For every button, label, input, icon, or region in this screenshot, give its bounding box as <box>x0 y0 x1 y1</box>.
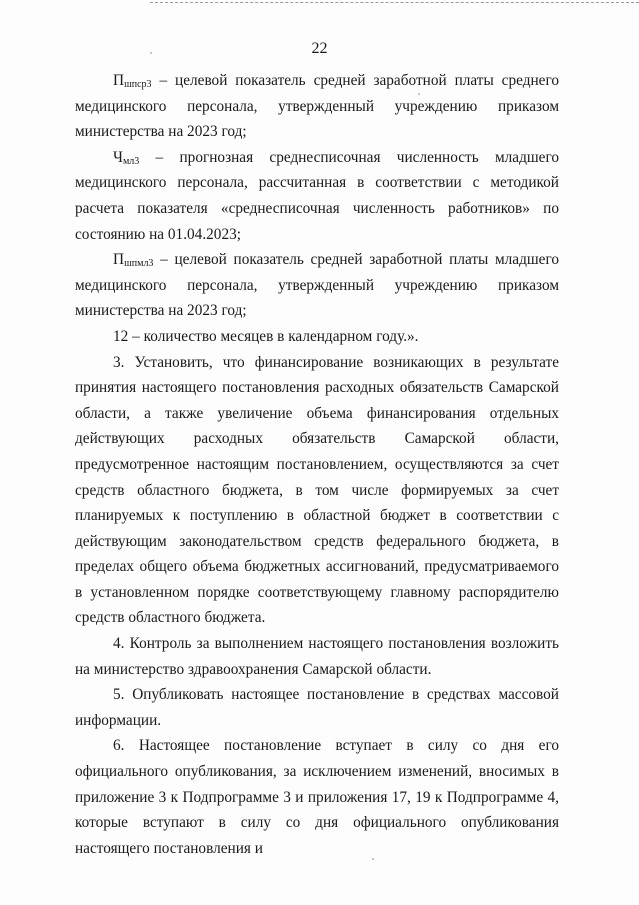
symbol-letter: П <box>113 251 125 269</box>
formula-symbol <box>113 149 139 166</box>
symbol-subscript: мл3 <box>122 155 140 167</box>
definition-text: – целевой показатель средней заработной платы среднего медицинского персонала, утвержденный учреждению приказом министерства на 2023 год; <box>75 72 559 141</box>
clause-3-paragraph: 3. Установить, что финансирование возникающих в результате принятия настоящего постановления расходных обязательств Самарской области, а также увеличение объема финансирования отдельных действующих расходных обязательств Самарской области, предусмотренное настоящим постановлением, осуществляются за счет средств областного бюджета, в том числе формируемых за счет планируемых к поступлению в областной бюджет в соответствии с действующим законодательством средств федерального бюджета, в пределах общего объема бюджетных ассигнований, предусматриваемого в установленном порядке соответствующему главному распорядителю средств областного бюджета. <box>75 353 559 627</box>
definition-text: – целевой показатель средней заработной платы младшего медицинского персонала, утвержденный учреждению приказом министерства на 2023 год; <box>75 251 559 320</box>
scan-edge-line <box>150 2 639 3</box>
formula-symbol <box>113 72 152 89</box>
scan-speck <box>150 52 152 54</box>
scan-speck <box>418 93 420 95</box>
definition-paragraph-1 <box>75 68 559 145</box>
definition-paragraph-2 <box>75 145 559 247</box>
clause-6-paragraph: 6. Настоящее постановление вступает в силу со дня его официального опубликования, за исключением изменений, вносимых в приложение 3 к Подпрограмме 3 и приложения 17, 19 к Подпрограмме 4, которые вступают в силу со дня официального опубликования настоящего постановления и <box>75 737 559 857</box>
symbol-subscript: шпмл3 <box>124 258 154 270</box>
symbol-letter: П <box>113 72 125 89</box>
formula-symbol <box>113 251 153 268</box>
symbol-subscript: шпср3 <box>124 79 152 90</box>
definition-paragraph-3 <box>75 247 559 324</box>
symbol-letter: Ч <box>113 148 123 166</box>
clause-4-paragraph: 4. Контроль за выполнением настоящего постановления возложить на министерство здравоохранения Самарской области. <box>75 635 559 678</box>
page-number: 22 <box>311 40 328 57</box>
definition-text: – прогнозная среднесписочная численность младшего медицинского персонала, рассчитанная в соответствии с методикой расчета показателя «среднесписочная численность работников» по состоянию на 01.04.2023; <box>75 148 559 243</box>
clause-5-paragraph: 5. Опубликовать настоящее постановление в средствах массовой информации. <box>75 686 559 729</box>
scan-speck <box>372 858 374 860</box>
document-body <box>75 68 559 861</box>
definition-paragraph-4: 12 – количество месяцев в календарном году.». <box>113 327 419 345</box>
